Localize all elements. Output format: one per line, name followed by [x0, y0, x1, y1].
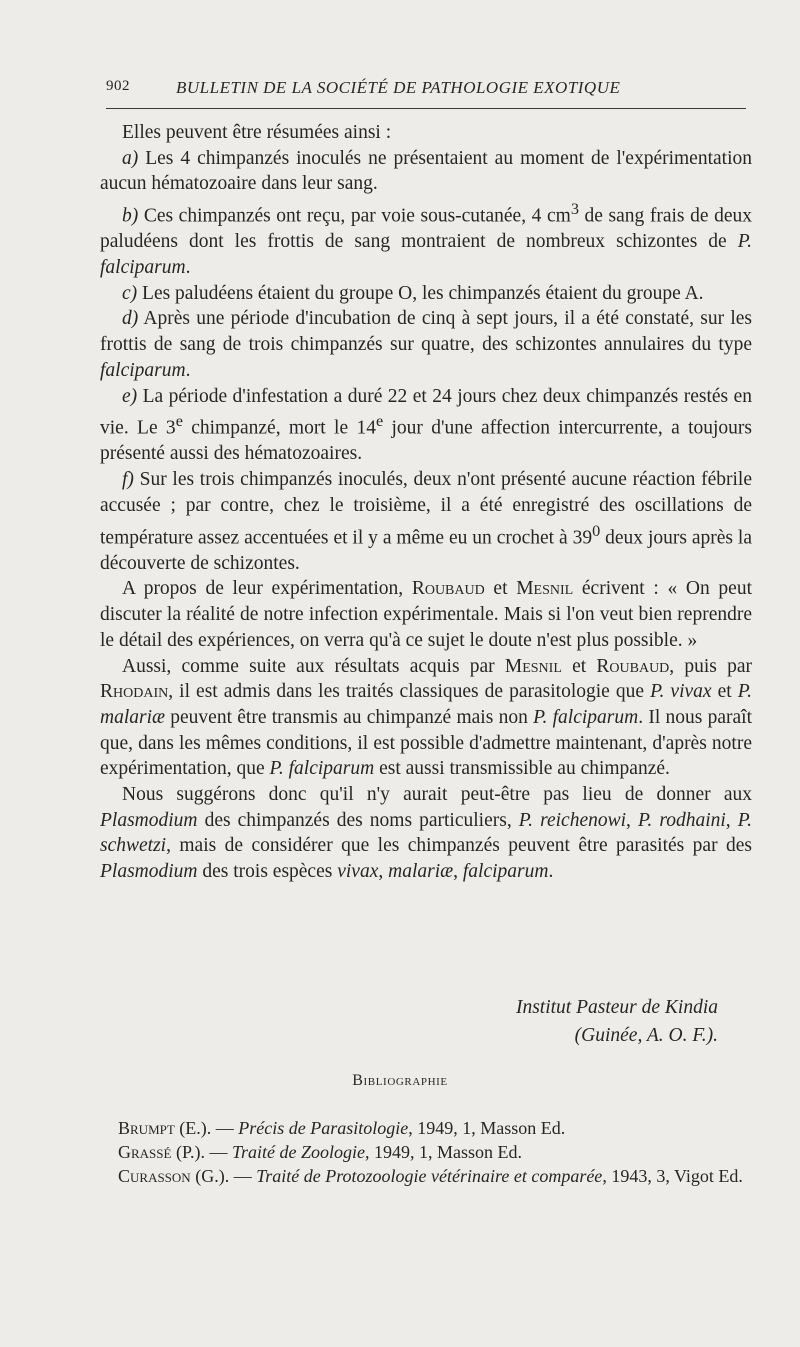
item-mark-e: e)	[122, 385, 138, 407]
species-name: malariæ	[388, 861, 454, 883]
item-mark-f: f)	[122, 469, 134, 491]
paragraph-quote: A propos de leur expérimentation, Roubaud et Mesnil écrivent : « On peut discuter la réalité de notre infection expérimentale. Mais si l'on veut bien reprendre le détail des expériences, on verra qu'à ce sujet le doute n'est plus possible. »	[100, 578, 753, 651]
species-name: P. reichenowi	[518, 809, 627, 831]
paragraph-intro: Elles peuvent être résumées ainsi :	[122, 122, 392, 143]
institute-name: Institut Pasteur de Kindia	[515, 997, 718, 1018]
author-name: Curasson	[118, 1166, 191, 1186]
paragraph-b: b) Ces chimpanzés ont reçu, par voie sous-cutanée, 4 $cm^3$ de sang frais de deux paludéens dont les frottis de sang montraient de nombreux schizontes de P. falciparum.	[100, 200, 752, 279]
author-name: Mesnil	[504, 655, 562, 677]
species-name: P. falciparum	[533, 706, 639, 728]
bibliography-entry: Grassé (P.). — Traité de Zoologie, 1949, 1, Masson Ed.	[118, 1142, 522, 1162]
item-mark-a: a)	[122, 147, 139, 169]
institute-location: (Guinée, A. O. F.).	[574, 1025, 718, 1046]
paragraph-c: c) Les paludéens étaient du groupe O, les chimpanzés étaient du groupe A.	[122, 282, 704, 304]
paragraph-d: d) Après une période d'incubation de cinq à sept jours, il a été constaté, sur les frottis de sang de trois chimpanzés sur quatre, des schizontes annulaires du type falciparum.	[100, 308, 752, 381]
item-mark-b: b)	[122, 205, 139, 227]
item-mark-c: c)	[122, 282, 138, 304]
species-name: P. rodhaini	[638, 809, 726, 831]
species-name: falciparum	[462, 861, 549, 883]
genus-name: Plasmodium	[100, 861, 198, 883]
bibliography-heading: Bibliographie	[352, 1072, 448, 1089]
paragraph-nous: Nous suggérons donc qu'il n'y aurait peut-être pas lieu de donner aux Plasmodium des chimpanzés des noms particuliers, P. reichenowi, P. rodhaini, P. schwetzi, mais de considérer que les chimpanzés peuvent être parasités par des Plasmodium des trois espèces vivax, malariæ, falciparum.	[100, 784, 753, 883]
author-name: Roubaud	[596, 655, 670, 677]
page-header	[106, 78, 746, 102]
bibliography-entry: Brumpt (E.). — Précis de Parasitologie, 1949, 1, Masson Ed.	[118, 1118, 566, 1138]
author-name: Mesnil	[516, 578, 574, 600]
page-number: 902	[106, 78, 130, 94]
work-title: Traité de Protozoologie vétérinaire et comparée	[256, 1166, 603, 1186]
work-title: Précis de Parasitologie	[238, 1118, 409, 1138]
author-name: Roubaud	[411, 578, 485, 600]
article-body	[100, 120, 752, 885]
species-name: P. malariæ	[100, 681, 752, 728]
species-name: vivax	[337, 861, 379, 883]
running-head: BULLETIN DE LA SOCIÉTÉ DE PATHOLOGIE EXOTIQUE	[176, 78, 621, 97]
paragraph-f: f) Sur les trois chimpanzés inoculés, deux n'ont présenté aucune réaction fébrile accusée ; par contre, chez le troisième, il a été enregistré des oscillations de température assez accentuées et il y a même eu un crochet à $39^0$ deux jours après la découverte de schizontes.	[100, 469, 752, 574]
species-name: falciparum	[100, 359, 186, 381]
paragraph-e: e) La période d'infestation a duré 22 et 24 jours chez deux chimpanzés restés en vie. Le 3e chimpanzé, mort le 14e jour d'une affection intercurrente, a toujours présenté aussi des hématozoaires.	[100, 385, 752, 465]
author-name: Grassé	[118, 1142, 172, 1162]
species-name: P. falciparum	[269, 758, 375, 780]
item-mark-d: d)	[122, 308, 139, 330]
genus-name: Plasmodium	[100, 809, 198, 831]
bibliography-list	[118, 1116, 754, 1188]
author-name: Brumpt	[118, 1118, 175, 1138]
species-name: P. vivax	[650, 681, 712, 703]
species-name: P. falciparum	[100, 231, 752, 279]
work-title: Traité de Zoologie	[231, 1142, 365, 1162]
bibliography-entry: Curasson (G.). — Traité de Protozoologie vétérinaire et comparée, 1943, 3, Vigot Ed.	[118, 1166, 743, 1186]
paragraph-a: a) Les 4 chimpanzés inoculés ne présentaient au moment de l'expérimentation aucun hématozoaire dans leur sang.	[100, 147, 752, 195]
paragraph-aussi: Aussi, comme suite aux résultats acquis par Mesnil et Roubaud, puis par Rhodain, il est admis dans les traités classiques de parasitologie que P. vivax et P. malariæ peuvent être transmis au chimpanzé mais non P. falciparum. Il nous paraît que, dans les mêmes conditions, il est possible d'admettre maintenant, d'après notre expérimentation, que P. falciparum est aussi transmissible au chimpanzé.	[100, 655, 753, 780]
header-rule	[106, 108, 746, 109]
author-name: Rhodain	[100, 681, 169, 703]
affiliation-signature	[516, 994, 718, 1050]
species-name: P. schwetzi	[100, 809, 753, 857]
